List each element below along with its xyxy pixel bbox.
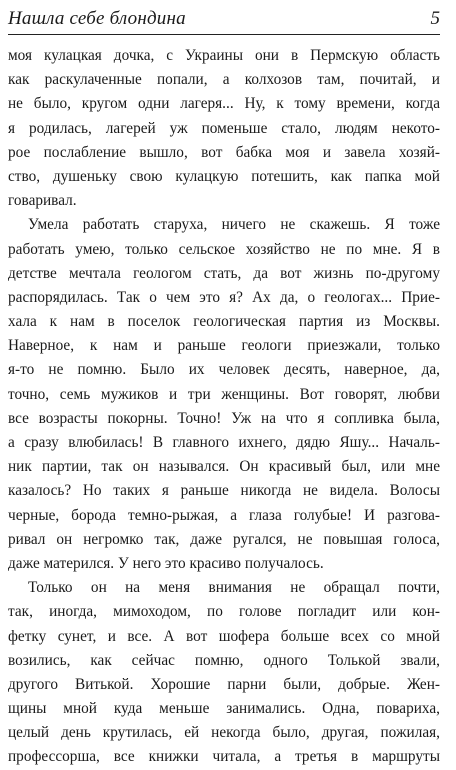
body-text	[8, 44, 440, 770]
text-line: распорядилась. Так о чем это я? Ах да, о геологах... Прие-	[8, 288, 440, 306]
text-line: моя кулацкая дочка, с Украины они в Пермскую область	[8, 47, 440, 64]
text-line: говаривал.	[8, 192, 77, 210]
text-line: Умела работать старуха, ничего не скажешь. Я тоже	[28, 216, 440, 234]
text-line: я родилась, лагерей уж поменьше стало, людям некото-	[8, 119, 440, 137]
text-line: точно, семь мужиков и три женщины. Вот говорят, любви	[8, 385, 440, 403]
text-line: так, иногда, мимоходом, по голове погладит или кон-	[8, 603, 440, 621]
text-line: как раскулаченные попали, а колхозов там, почитай, и	[8, 71, 440, 89]
text-line: не было, кругом одни лагеря... Ну, к тому времени, когда	[8, 95, 440, 113]
text-line: даже матерился. У него это красиво получалось.	[8, 554, 324, 572]
running-header	[8, 8, 440, 35]
text-line: ство, душеньку свою кулацкую потешить, как папка мой	[8, 167, 440, 185]
text-line: детстве мечтала геологом стать, да вот жизнь по-другому	[8, 264, 440, 282]
text-line: целый день крутилась, ей некогда было, другая, пожилая,	[8, 724, 440, 742]
text-line: возились, как сейчас помню, одного Толькой звали,	[8, 651, 440, 669]
text-line: казалось? Но таких я раньше никогда не видела. Волосы	[8, 482, 440, 500]
page-number: 5	[430, 8, 440, 29]
text-line: другого Витькой. Хорошие парни были, добрые. Жен-	[8, 675, 440, 693]
paragraph	[8, 44, 440, 213]
text-line: Только он на меня внимания не обращал почти,	[28, 579, 440, 597]
text-line: хала к нам в поселок геологическая партия из Москвы.	[8, 313, 440, 331]
text-line: черные, борода темно-рыжая, а глаза голубые! И разгова-	[8, 506, 440, 524]
text-line: рое послабление вышло, вот бабка моя и завела хозяй-	[8, 143, 440, 161]
text-line: щины мной куда меньше занимались. Одна, повариха,	[8, 700, 440, 718]
text-line: профессорша, все книжки читала, а третья в маршруты	[8, 748, 440, 766]
text-line: все возрасты покорны. Точно! Уж на что я сопливка была,	[8, 409, 440, 427]
running-title: Нашла себе блондина	[8, 8, 186, 29]
paragraph	[8, 213, 440, 576]
text-line: работать умею, только сельское хозяйство не по мне. Я в	[8, 240, 440, 258]
paragraph	[8, 576, 440, 770]
text-line: ривал он негромко так, даже ругался, не повышая голоса,	[8, 530, 440, 548]
text-line: Наверное, к нам и раньше геологи приезжали, только	[8, 337, 440, 355]
text-line: ник партии, так он назывался. Он красивый был, или мне	[8, 458, 440, 476]
text-line: я-то не помню. Было их человек десять, наверное, да,	[8, 361, 440, 379]
text-line: а сразу влюбилась! В главного ихнего, дядю Яшу... Началь-	[8, 434, 440, 451]
text-line: фетку сунет, и все. А вот шофера больше всех со мной	[8, 627, 440, 645]
